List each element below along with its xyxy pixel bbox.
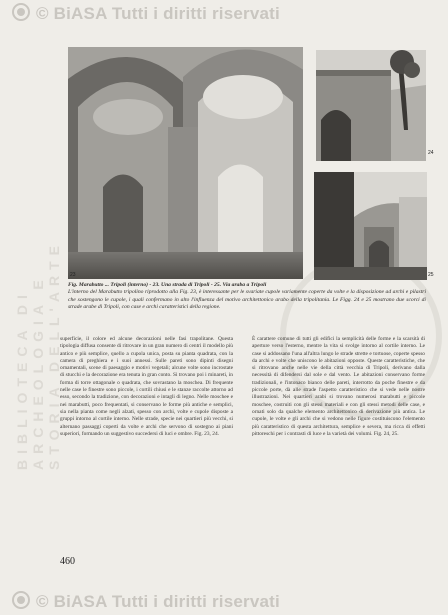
biasa-logo-icon — [12, 3, 30, 21]
photo-marabutto-interior — [68, 47, 303, 279]
watermark-top — [0, 3, 448, 25]
caption-body: L'interno del Marabutto tripolino riprodotto alla Fig. 23, è interessante per le svariate cupole variamente coperte da volte e la disposizione ad archi e pilastri che sostengono le cupole, i quali confermano in alto l'influenza del motivo architettonico arabo della tripolitania. Le Figg. 24 e 25 mostrano due scorci di strade arabe di Tripoli, con case e archi caratteristici della regione. — [68, 289, 426, 311]
body-text-right-column: È carattere comune di tutti gli edifici la semplicità delle forme e la scarsità di aperture verso l'esterno, mentre la vita si svolge intorno al cortile interno. Le case si addossano l'una all'altra lungo le strade strette e tortuose, coperte spesso da archi e volte che uniscono le abitazioni opposte. Queste caratteristiche, che si ritrovano anche nelle vie della città vecchia di Tripoli, derivano dalla necessità di difendersi dal sole e dal vento. Le abitazioni conservano forme tradizionali, e l'intonaco bianco delle pareti, interrotto da poche finestre e da piccole porte, dà alle strade l'aspetto caratteristico che si vede nelle nostre illustrazioni. Nei quartieri arabi si trovano numerosi marabutti e piccole moschee, costruiti con gli stessi materiali e con gli stessi metodi delle case, e ornati solo da qualche elemento architettonico di derivazione più antica. Le cupole, le volte e gli archi che si vedono nelle figure costituiscono l'elemento più caratteristico di questa architettura, semplice e severa, ma ricca di effetti pittoreschi per i contrasti di luce e la varietà dei volumi. Fig. 24, 25. — [252, 336, 425, 437]
watermark-bottom — [0, 591, 448, 613]
caption-title: Fig. Marabutto ... Tripoli (interno) - 23. Una strada di Tripoli - 25. Via araba a Tripoli — [68, 282, 267, 288]
library-side-stamp: BIBLIOTECA DI ARCHEOLOGIA E STORIA DELL'ARTE — [14, 240, 62, 470]
page-number: 460 — [60, 556, 75, 567]
watermark-bottom-text: © BiASA Tutti i diritti riservati — [36, 592, 280, 611]
photo-arab-street-image — [314, 172, 427, 280]
photo-tripoli-street — [316, 50, 426, 161]
photo-marabutto-interior-image — [68, 47, 303, 279]
figure-caption — [68, 282, 426, 312]
body-text-left-column: superficie, il colore ed alcune decorazioni nelle fasi trapolitane. Questa tipologia diffusa consente di ritrovare in un gran numero di centri il modello più antico e più semplice, quello a cupola unica, posta su pianta quadrata, con la camera di preghiera e i suoi annessi. Sulle pareti sono dipinti disegni ornamentali, scene di paesaggio e motivi vegetali; alcune volte sono incrostate di stucchi e la decorazione era tenuta in gran conto. Si trovano poi i minareti, in forma di torre ottagonale o quadrata, che sovrastano la moschea. Di frequente nelle case le finestre sono piccole, i cortili chiusi e le stanze raccolte attorno ad esso, secondo la tradizione, con decorazioni e intagli di legno. Nelle moschee e nei marabutti, poco frequentati, si conservano le forme più antiche e semplici, sia nella pianta come negli alzati, spesso con archi, volte e cupole disposte a gruppi intorno al cortile interno. Nelle strade, specie nei quartieri più vecchi, si alternano passaggi coperti da volte e archi che servono di sostegno ai piani superiori, formando un suggestivo succedersi di luci e ombre. Fig. 23, 24. — [60, 336, 233, 437]
photo-arab-street — [314, 172, 427, 280]
figure-number-main: 23 — [70, 272, 76, 278]
figure-number-top-right: 24 — [428, 150, 434, 156]
watermark-top-text: © BiASA Tutti i diritti riservati — [36, 4, 280, 23]
photo-tripoli-street-image — [316, 50, 426, 161]
figure-number-bottom-right: 25 — [428, 272, 434, 278]
biasa-logo-icon — [12, 591, 30, 609]
